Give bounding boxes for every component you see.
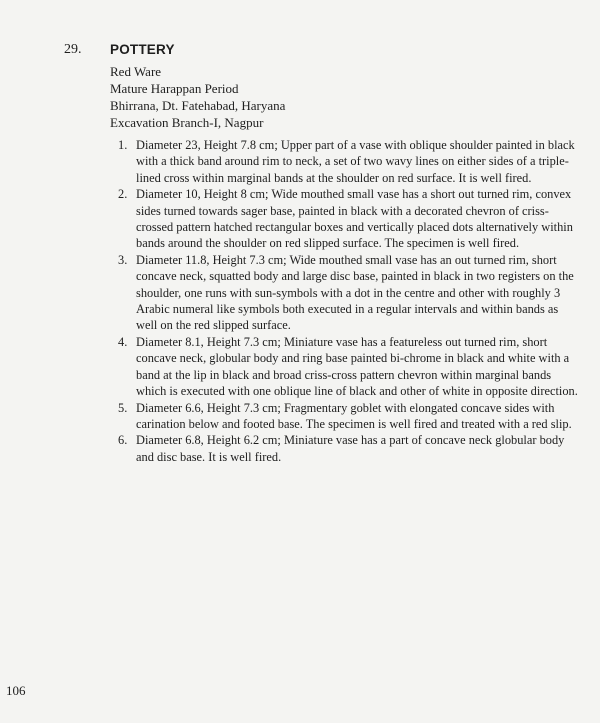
item-number: 2. [118,187,128,202]
meta-site: Bhirrana, Dt. Fatehabad, Haryana [110,98,286,113]
list-item [118,400,578,433]
item-number: 1. [118,138,128,152]
item-number: 4. [118,334,128,349]
meta-period: Mature Harappan Period [110,81,239,96]
item-description: Diameter 6.8, Height 6.2 cm; Miniature vase has a part of concave neck globular body and disc base. It is well fired. [136,433,565,464]
item-description: Diameter 23, Height 7.8 cm; Upper part of a vase with oblique shoulder painted in black with a thick band around rim to neck, a set of two wavy lines on either sides of a triple-lined cross within marginal bands at the shoulder on red surface. It is well fired. [136,138,575,185]
entry-number: 29. [64,42,82,57]
list-item [118,186,578,252]
item-description: Diameter 11.8, Height 7.3 cm; Wide mouthed small vase has an out turned rim, short concave neck, squatted body and large disc base, painted in black in two registers on the shoulder, one runs with sun-symbols with a dot in the centre and other with roughly 3 Arabic numeral like symbols both executed in a regular intervals and within bands as well on the red slipped surface. [136,252,574,333]
list-item [118,334,578,400]
list-item [118,432,578,465]
entry-meta [110,63,285,131]
item-description: Diameter 10, Height 8 cm; Wide mouthed small vase has a short out turned rim, convex sides turned towards sager base, painted in black with a decorated chevron of criss-crossed pattern hatched rectangular boxes and vertically placed dots alternatively within bands around the shoulder on red slipped surface. The specimen is well fired. [136,187,573,251]
item-description: Diameter 8.1, Height 7.3 cm; Miniature vase has a featureless out turned rim, short concave neck, globular body and ring base painted bi-chrome in black and white with a band at the lip in black and broad criss-cross pattern chevron within marginal bands which is executed with one oblique line of black and other of white in opposite direction. [136,334,578,399]
item-list [118,137,578,465]
list-item [118,252,578,334]
item-number: 5. [118,400,128,415]
meta-ware: Red Ware [110,64,162,79]
list-item [118,137,578,186]
page-number: 106 [6,683,26,698]
meta-branch: Excavation Branch-I, Nagpur [110,115,264,130]
item-number: 6. [118,433,128,448]
item-description: Diameter 6.6, Height 7.3 cm; Fragmentary goblet with elongated concave sides with carination below and footed base. The specimen is well fired and treated with a red slip. [136,400,572,431]
item-number: 3. [118,252,128,267]
entry-title: POTTERY [110,42,175,57]
